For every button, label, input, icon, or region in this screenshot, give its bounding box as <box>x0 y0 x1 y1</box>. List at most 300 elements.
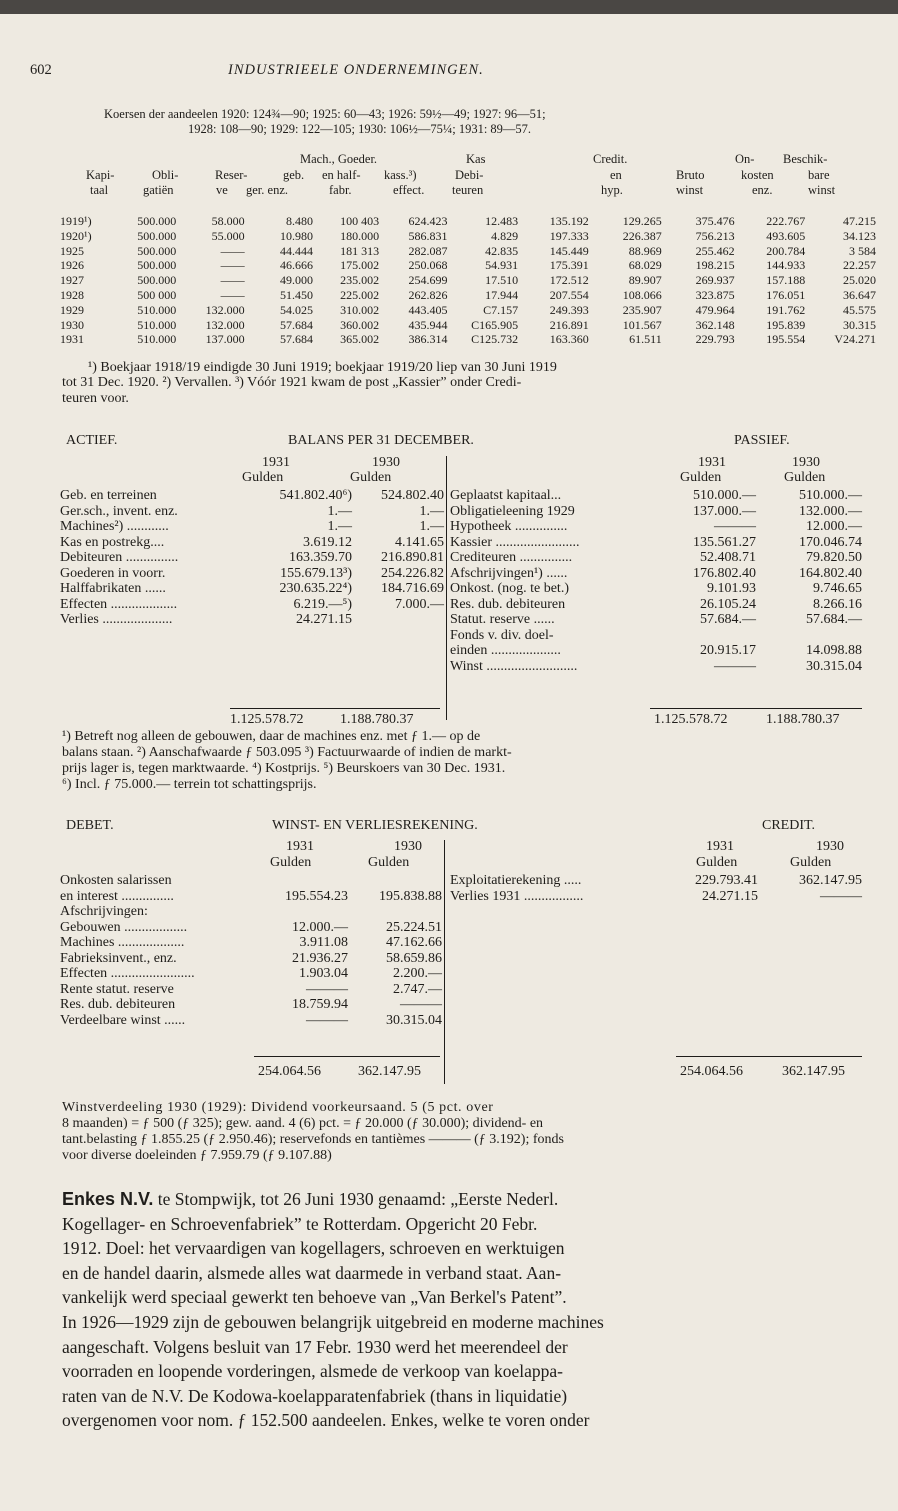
balans-passief-row-cell: Res. dub. debiteuren <box>450 596 566 612</box>
balans-total-rule-left <box>230 708 440 709</box>
koers-row-cell: 362.148 <box>695 317 735 332</box>
balans-passief-row-cell <box>756 628 862 644</box>
koers-row-cell: 1930 <box>60 317 84 332</box>
balans-actief-row-cell: Debiteuren ............... <box>60 550 179 565</box>
koers-row-cell: 1925 <box>60 243 84 258</box>
koers-row-cell: 58.000 <box>211 214 245 228</box>
koers-row-cell: 46.666 <box>279 258 313 273</box>
koers-row-cell: 229.793 <box>695 332 735 347</box>
koers-row-cell: 222.767 <box>766 214 806 228</box>
wv-debet-row-cell: Rente statut. reserve <box>60 981 174 997</box>
koers-table <box>60 214 876 347</box>
wv-debet-row-cell: 2.200.— <box>393 966 442 981</box>
t1-footnote-3: teuren voor. <box>62 391 129 406</box>
balans-passief-row <box>450 550 862 566</box>
balans-passief-row-cell: 57.684.— <box>806 612 862 627</box>
enkes-line-1: te Stompwijk, tot 26 Juni 1930 genaamd: „Eerste Nederl. <box>153 1189 559 1209</box>
koers-row-cell: 249.393 <box>549 302 589 317</box>
balans-total-1930-right: 1.188.780.37 <box>766 712 840 727</box>
koers-row-cell: 282.087 <box>408 243 448 258</box>
koers-row-cell: 198.215 <box>695 258 735 273</box>
koers-row-cell: 254.699 <box>408 273 448 288</box>
wv-debet-row-cell <box>348 904 442 920</box>
wv-debet-row-cell: 25.224.51 <box>386 919 442 935</box>
balans-passief-row-cell: 52.408.71 <box>700 550 756 565</box>
balans-passief-row-cell: Geplaatst kapitaal... <box>450 488 562 503</box>
balans-year-1931-left: 1931 <box>262 455 290 470</box>
koers-row-cell: 262.826 <box>408 287 448 302</box>
t1-head-kass: kass.³) <box>384 168 417 182</box>
koers-row <box>60 303 876 318</box>
enkes-line-6: In 1926—1929 zijn de gebouwen belangrijk uitgebreid en moderne machines <box>62 1311 604 1332</box>
scan-top-edge <box>0 0 898 14</box>
balans-actief-row-cell: Machines²) ............ <box>60 519 169 534</box>
balans-currency-2: Gulden <box>350 470 392 485</box>
wv-credit-row-cell: 229.793.41 <box>695 873 758 888</box>
balans-actief-row <box>60 612 444 628</box>
t1-head-halffabr: en half- <box>322 168 361 182</box>
t1-head-kas: Kas <box>466 152 486 166</box>
wv-debet-row-cell: en interest ............... <box>60 888 174 904</box>
wv-debet-row-cell: 2.747.— <box>393 981 442 997</box>
balans-passief-row <box>450 597 862 613</box>
koers-row <box>60 229 876 244</box>
balans-passief-table <box>450 488 862 674</box>
wv-debet-row-cell: Verdeelbare winst ...... <box>60 1012 186 1028</box>
koers-row-cell: 163.360 <box>549 332 589 347</box>
t1-head-kosten: kosten <box>741 168 774 182</box>
koers-row-cell: 500 000 <box>137 287 177 302</box>
koers-row-cell: 1926 <box>60 258 84 273</box>
koers-row-cell: 225.002 <box>340 287 380 302</box>
koers-row-cell: 89.907 <box>628 273 662 288</box>
winstverdeeling-line-2: 8 maanden) = ƒ 500 (ƒ 325); gew. aand. 4 (6) pct. = ƒ 20.000 (ƒ 30.000); dividend- en <box>62 1116 544 1131</box>
koers-row-cell: 310.002 <box>340 302 380 317</box>
wv-credit-row-cell: Exploitatierekening ..... <box>450 873 582 888</box>
koers-row-cell: 360.002 <box>340 317 380 332</box>
wv-debet-row-cell: 21.936.27 <box>292 950 348 966</box>
balans-passief-row-cell: 26.105.24 <box>700 596 756 612</box>
balans-passief-row-cell: 79.820.50 <box>806 550 862 565</box>
koers-row-cell: 3 584 <box>849 243 876 258</box>
balans-passief-row-cell: 30.315.04 <box>806 658 862 674</box>
koers-row-cell: 493.605 <box>766 228 806 243</box>
enkes-line-4: en de handel daarin, alsmede alles wat daarmede in verband staat. Aan- <box>62 1262 562 1283</box>
balans-actief-row-cell: Ger.sch., invent. enz. <box>60 503 178 519</box>
koers-row-cell: 132.000 <box>205 317 245 332</box>
balans-actief-row-cell: 1.— <box>327 503 352 519</box>
balans-actief-row-cell: 230.635.22⁴) <box>279 581 352 596</box>
koers-row-cell: 269.937 <box>695 273 735 288</box>
koers-row-cell: 1919¹) <box>60 214 92 228</box>
balans-passief-row-cell: Winst .......................... <box>450 658 578 674</box>
balans-passief-row <box>450 504 862 520</box>
t1-head-gatien: gatiën <box>143 183 174 197</box>
koers-row-cell: 386.314 <box>408 332 448 347</box>
wv-debet-row-cell: 58.659.86 <box>386 950 442 966</box>
koers-row-cell: 323.875 <box>695 287 735 302</box>
wv-credit-heading: CREDIT. <box>762 818 816 833</box>
koers-row-cell: 195.839 <box>766 317 806 332</box>
balans-actief-row-cell: Geb. en terreinen <box>60 488 157 503</box>
wv-credit-row <box>450 889 862 905</box>
koers-row-cell: 500.000 <box>137 243 177 258</box>
wv-year-1930-right: 1930 <box>816 839 844 854</box>
koers-row-cell: 500.000 <box>137 258 177 273</box>
wv-total-rule-left <box>254 1056 440 1057</box>
wv-debet-row-cell: Effecten ........................ <box>60 966 195 981</box>
balans-actief-row-cell <box>352 612 444 628</box>
koers-row-cell: 200.784 <box>766 243 806 258</box>
balans-actief-row <box>60 519 444 535</box>
koers-row-cell: 510.000 <box>137 302 177 317</box>
balans-passief-row-cell: 135.561.27 <box>693 534 756 550</box>
wv-debet-row <box>60 966 442 982</box>
t1-head-bruto: Bruto <box>676 168 705 182</box>
balans-passief-row-cell: 176.802.40 <box>693 565 756 581</box>
balans-year-1930-right: 1930 <box>792 455 820 470</box>
koers-row-cell: 47.215 <box>843 214 876 228</box>
koers-row-cell: 22.257 <box>843 258 876 273</box>
balans-passief-row <box>450 566 862 582</box>
balans-total-rule-right <box>650 708 862 709</box>
koers-row-cell: 1931 <box>60 332 84 347</box>
balans-actief-row-cell: 524.802.40 <box>381 488 444 503</box>
koers-row-cell: 88.969 <box>628 243 662 258</box>
wv-debet-table <box>60 873 442 1028</box>
balans-total-1931-left: 1.125.578.72 <box>230 712 304 727</box>
balans-passief-row <box>450 488 862 504</box>
balans-passief-row-cell: Crediteuren ............... <box>450 550 573 565</box>
koers-row-cell: 176.051 <box>766 287 806 302</box>
balans-actief-row-cell: 1.— <box>419 503 444 519</box>
balans-passief-row <box>450 535 862 551</box>
balans-passief-row <box>450 643 862 659</box>
t1-head-mach: Mach., Goeder. <box>300 152 378 166</box>
koers-row-cell: 195.554 <box>766 332 806 347</box>
wv-debet-heading: DEBET. <box>66 818 114 833</box>
koers-row-cell: 44.444 <box>279 243 313 258</box>
koers-row <box>60 258 876 273</box>
balans-actief-table <box>60 488 444 628</box>
wv-debet-row-cell: Fabrieksinvent., enz. <box>60 950 177 966</box>
koers-row-cell: 756.213 <box>695 228 735 243</box>
balans-actief-row <box>60 504 444 520</box>
balans-passief-row-cell: 8.266.16 <box>813 596 862 612</box>
balans-actief-row-cell: Goederen in voorr. <box>60 565 166 581</box>
wv-currency-3: Gulden <box>696 855 738 870</box>
koers-row-cell: 180.000 <box>340 228 380 243</box>
koers-row-cell: 12.483 <box>485 214 519 228</box>
balans-footnote-3: prijs lager is, tegen marktwaarde. ⁴) Kostprijs. ⁵) Beurskoers van 30 Dec. 1931. <box>62 761 506 776</box>
koers-row <box>60 332 876 347</box>
wv-debet-row-cell: 12.000.— <box>292 919 348 935</box>
balans-passief-row-cell: 510.000.— <box>693 488 756 503</box>
balans-passief-row-cell: 20.915.17 <box>700 643 756 658</box>
koers-row-cell: 55.000 <box>211 228 245 243</box>
koers-row-cell: 1920¹) <box>60 228 92 243</box>
koers-row-cell: 207.554 <box>549 287 589 302</box>
koers-row-cell: 181 313 <box>340 243 380 258</box>
koers-row-cell: 191.762 <box>766 302 806 317</box>
balans-passief-row-cell: Obligatieleening 1929 <box>450 503 575 519</box>
balans-passief-row-cell: 137.000.— <box>693 503 756 519</box>
wv-total-rule-right <box>676 1056 862 1057</box>
koers-row-cell: 108.066 <box>622 287 662 302</box>
t1-head-kapi: Kapi- <box>86 168 115 182</box>
koers-row-cell: 54.025 <box>279 302 313 317</box>
balans-passief-row-cell: ——— <box>714 658 756 674</box>
koers-row-cell: —— <box>220 273 245 288</box>
balans-passief-row-cell: 9.746.65 <box>813 581 862 596</box>
koers-row-cell: 365.002 <box>340 332 380 347</box>
wv-currency-4: Gulden <box>790 855 832 870</box>
koers-row-cell: C7.157 <box>483 302 519 317</box>
koers-row-cell: 157.188 <box>766 273 806 288</box>
t1-head-ve: ve <box>216 183 228 197</box>
balans-passief-row <box>450 628 862 644</box>
balans-actief-row-cell: 1.— <box>419 519 444 534</box>
balans-passief-row <box>450 659 862 675</box>
wv-currency-2: Gulden <box>368 855 410 870</box>
balans-footnote-2: balans staan. ²) Aanschafwaarde ƒ 503.095 ³) Factuurwaarde of indien de markt- <box>62 745 512 760</box>
koers-row-cell: 435.944 <box>408 317 448 332</box>
t1-head-effect: effect. <box>393 183 425 197</box>
koers-row-cell: 375.476 <box>695 214 735 228</box>
koers-row-cell: —— <box>220 258 245 273</box>
t1-head-hyp: hyp. <box>601 183 623 197</box>
koers-row-cell: V24.271 <box>834 332 876 347</box>
balans-passief-row-cell: 510.000.— <box>799 488 862 503</box>
koers-row-cell: 45.575 <box>843 302 876 317</box>
t1-footnote-2: tot 31 Dec. 1920. ²) Vervallen. ³) Vóór 1921 kwam de post „Kassier” onder Credi- <box>62 375 522 390</box>
koers-row-cell: 61.511 <box>629 332 662 347</box>
wv-debet-row <box>60 873 442 889</box>
koers-row-cell: 479.964 <box>695 302 735 317</box>
koers-row-cell: 500.000 <box>137 214 177 228</box>
balans-actief-heading: ACTIEF. <box>66 433 118 448</box>
t1-head-teuren: teuren <box>452 183 484 197</box>
koers-row-cell: 17.510 <box>485 273 519 288</box>
balans-total-1931-right: 1.125.578.72 <box>654 712 728 727</box>
balans-actief-row-cell: 541.802.40⁶) <box>279 488 352 503</box>
balans-currency-4: Gulden <box>784 470 826 485</box>
wv-total-1930-right: 362.147.95 <box>782 1064 845 1079</box>
balans-actief-row-cell: Halffabrikaten ...... <box>60 581 166 596</box>
balans-title: BALANS PER 31 DECEMBER. <box>288 433 474 448</box>
wv-total-1931-left: 254.064.56 <box>258 1064 321 1079</box>
balans-passief-row-cell: 164.802.40 <box>799 565 862 581</box>
balans-actief-row-cell: 7.000.— <box>395 596 444 612</box>
wv-debet-row-cell: 47.162.66 <box>386 935 442 950</box>
balans-passief-row-cell: ——— <box>714 519 756 534</box>
winstverdeeling-line-1: Winstverdeeling 1930 (1929): Dividend voorkeursaand. 5 (5 pct. over <box>62 1100 494 1115</box>
t1-head-beschik: Beschik- <box>783 152 828 166</box>
balans-passief-row-cell: Hypotheek ............... <box>450 519 568 534</box>
balans-passief-row-cell: Kassier ........................ <box>450 534 580 550</box>
company-name: Enkes N.V. <box>62 1189 154 1209</box>
t1-head-credit: Credit. <box>593 152 628 166</box>
koers-row-cell: —— <box>220 287 245 302</box>
balans-actief-row <box>60 566 444 582</box>
balans-passief-row-cell: Statut. reserve ...... <box>450 612 555 627</box>
wv-credit-row-cell: ——— <box>820 888 862 904</box>
koers-row-cell: 137.000 <box>205 332 245 347</box>
t1-head-on: On- <box>735 152 755 166</box>
enkes-section <box>62 1187 864 1433</box>
balans-passief-row <box>450 612 862 628</box>
t1-head-obli: Obli- <box>152 168 179 182</box>
wv-debet-row-cell: 18.759.94 <box>292 997 348 1012</box>
t1-head-en: en <box>610 168 622 182</box>
koers-row-cell: 129.265 <box>622 214 662 228</box>
wv-debet-row-cell <box>250 873 348 889</box>
balans-actief-row-cell: 6.219.—⁵) <box>293 596 352 612</box>
enkes-line-2: Kogellager- en Schroevenfabriek” te Rotterdam. Opgericht 20 Febr. <box>62 1213 538 1234</box>
balans-actief-row <box>60 597 444 613</box>
koers-row-cell: 250.068 <box>408 258 448 273</box>
koers-row-cell: 30.315 <box>843 317 876 332</box>
wv-debet-row-cell: ——— <box>400 997 442 1012</box>
wv-debet-row-cell <box>348 873 442 889</box>
balans-actief-row-cell: 24.271.15 <box>296 612 352 627</box>
koersen-line-1: Koersen der aandeelen 1920: 124¾—90; 1925: 60—43; 1926: 59½—49; 1927: 96—51; <box>104 107 546 121</box>
t1-head-bare: bare <box>808 168 830 182</box>
koers-row-cell: 1929 <box>60 302 84 317</box>
koers-row-cell: 145.449 <box>549 243 589 258</box>
t1-head-taal: taal <box>90 183 109 197</box>
wv-debet-row-cell: ——— <box>306 981 348 997</box>
enkes-line-8: voorraden en loopende vorderingen, alsmede de verkoop van koelappa- <box>62 1361 563 1382</box>
balans-passief-row <box>450 519 862 535</box>
balans-actief-row <box>60 535 444 551</box>
balans-actief-row <box>60 581 444 597</box>
koers-row-cell: 132.000 <box>205 302 245 317</box>
koers-row-cell: 216.891 <box>549 317 589 332</box>
koers-row-cell: C165.905 <box>471 317 519 332</box>
koers-row-cell: 586.831 <box>408 228 448 243</box>
enkes-line-9: raten van de N.V. De Kodowa-koelapparatenfabriek (thans in liquidatie) <box>62 1385 568 1406</box>
enkes-line-5: vankelijk werd speciaal gewerkt ten behoeve van „Van Berkel's Patent”. <box>62 1287 567 1308</box>
koers-row-cell: 57.684 <box>279 332 313 347</box>
wv-credit-row-cell: Verlies 1931 ................. <box>450 888 584 904</box>
koers-row-cell: 25.020 <box>843 273 876 288</box>
t1-head-fabr: fabr. <box>329 183 352 197</box>
winstverdeeling-line-4: voor diverse doeleinden ƒ 7.959.79 (ƒ 9.107.88) <box>62 1148 332 1163</box>
wv-title: WINST- EN VERLIESREKENING. <box>272 818 478 833</box>
wv-debet-row-cell: Res. dub. debiteuren <box>60 997 176 1012</box>
balans-actief-row-cell: Verlies .................... <box>60 612 173 627</box>
wv-debet-row <box>60 904 442 920</box>
koers-row-cell: 197.333 <box>549 228 589 243</box>
koers-row-cell: 226.387 <box>622 228 662 243</box>
wv-debet-row <box>60 889 442 905</box>
wv-total-1930-left: 362.147.95 <box>358 1064 421 1079</box>
koers-row-cell: 36.647 <box>843 287 876 302</box>
koers-row-cell: 34.123 <box>843 228 876 243</box>
balans-passief-row-cell: 12.000.— <box>806 519 862 534</box>
koers-row-cell: 1927 <box>60 273 84 288</box>
wv-debet-row-cell: 195.838.88 <box>379 888 442 904</box>
balans-passief-row-cell: 57.684.— <box>700 612 756 627</box>
t1-head-winst: winst <box>676 183 704 197</box>
koers-row <box>60 273 876 288</box>
koers-row-cell: 135.192 <box>549 214 589 228</box>
koers-row-cell: C125.732 <box>471 332 519 347</box>
wv-year-1931-right: 1931 <box>706 839 734 854</box>
balans-divider <box>446 456 447 720</box>
balans-actief-row-cell: 184.716.69 <box>381 581 444 596</box>
wv-debet-row-cell: Gebouwen .................. <box>60 919 188 935</box>
enkes-line-10: overgenomen voor nom. ƒ 152.500 aandeelen. Enkes, welke te voren onder <box>62 1410 590 1431</box>
balans-footnote-4: ⁶) Incl. ƒ 75.000.— terrein tot schattingsprijs. <box>62 777 317 792</box>
wv-debet-row <box>60 997 442 1013</box>
koers-row-cell: 10.980 <box>279 228 313 243</box>
wv-credit-table <box>450 873 862 904</box>
balans-actief-row <box>60 550 444 566</box>
koers-row-cell: 443.405 <box>408 302 448 317</box>
balans-passief-row-cell: 9.101.93 <box>707 581 756 596</box>
koersen-line-2: 1928: 108—90; 1929: 122—105; 1930: 106½—75¼; 1931: 89—57. <box>188 122 532 136</box>
balans-year-1930-left: 1930 <box>372 455 400 470</box>
t1-head-enz: enz. <box>752 183 773 197</box>
wv-debet-row <box>60 951 442 967</box>
koers-row-cell: 4.829 <box>491 228 519 243</box>
koers-row-cell: 101.567 <box>622 317 662 332</box>
balans-actief-row-cell: Kas en postrekg.... <box>60 534 165 550</box>
koers-row-cell: 100 403 <box>340 214 380 228</box>
koers-row <box>60 244 876 259</box>
balans-passief-row-cell: 14.098.88 <box>806 643 862 658</box>
balans-actief-row <box>60 488 444 504</box>
t1-head-winst2: winst <box>808 183 836 197</box>
wv-debet-row-cell: Onkosten salarissen <box>60 873 172 888</box>
wv-debet-row-cell: Afschrijvingen: <box>60 904 148 919</box>
balans-actief-row-cell: 3.619.12 <box>303 534 352 550</box>
balans-actief-row-cell: Effecten ................... <box>60 596 178 612</box>
wv-year-1930-left: 1930 <box>394 839 422 854</box>
balans-actief-row-cell: 155.679.13³) <box>280 565 352 581</box>
balans-passief-row-cell: einden .................... <box>450 643 561 658</box>
koers-row-cell: 624.423 <box>408 214 448 228</box>
balans-passief-row-cell <box>624 628 756 644</box>
koers-row-cell: —— <box>220 243 245 258</box>
wv-debet-row-cell: 1.903.04 <box>299 966 348 981</box>
wv-debet-row-cell: 3.911.08 <box>299 935 348 950</box>
wv-debet-row-cell: ——— <box>306 1012 348 1028</box>
balans-year-1931-right: 1931 <box>698 455 726 470</box>
t1-footnote-1: ¹) Boekjaar 1918/19 eindigde 30 Juni 1919; boekjaar 1919/20 liep van 30 Juni 1919 <box>88 360 557 375</box>
balans-passief-row-cell: 170.046.74 <box>799 534 862 550</box>
wv-debet-row-cell <box>250 904 348 920</box>
koers-row-cell: 235.907 <box>622 302 662 317</box>
koers-row-cell: 51.450 <box>279 287 313 302</box>
page-number: 602 <box>30 62 52 78</box>
wv-credit-row-cell: 362.147.95 <box>799 873 862 888</box>
wv-debet-row <box>60 1013 442 1029</box>
koers-row-cell: 235.002 <box>340 273 380 288</box>
balans-passief-row-cell: Fonds v. div. doel- <box>450 627 554 643</box>
balans-passief-row-cell: Onkost. (nog. te bet.) <box>450 581 569 596</box>
koers-row-cell: 57.684 <box>279 317 313 332</box>
balans-total-1930-left: 1.188.780.37 <box>340 712 414 727</box>
koers-row <box>60 214 876 229</box>
koers-row <box>60 318 876 333</box>
balans-passief-heading: PASSIEF. <box>734 433 790 448</box>
koers-row-cell: 500.000 <box>137 228 177 243</box>
balans-passief-row-cell: 132.000.— <box>799 503 862 519</box>
wv-debet-row <box>60 920 442 936</box>
